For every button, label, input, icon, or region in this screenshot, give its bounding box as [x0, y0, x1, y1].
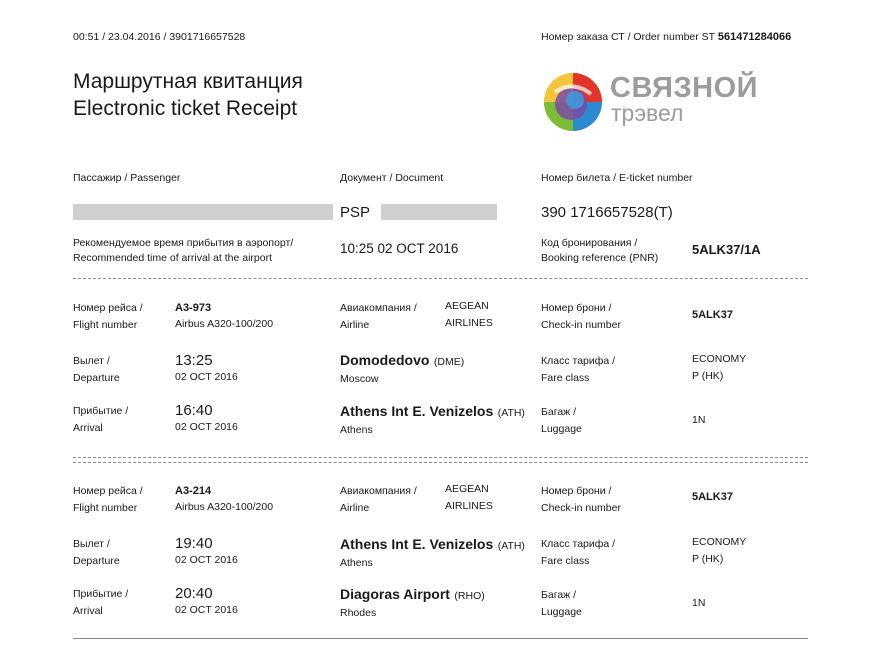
fare-class-label-en: Fare class — [541, 555, 590, 567]
logo-text-brand: СВЯЗНОЙ — [610, 72, 759, 104]
aircraft-type: Airbus A320-100/200 — [175, 501, 274, 513]
checkin-label-ru: Номер брони / — [541, 302, 612, 314]
order-number — [541, 31, 791, 43]
order-number-value: 561471284066 — [717, 31, 792, 43]
arrival-label-ru: Прибытие / — [73, 588, 129, 600]
arrival-airport-code: (RHO) — [454, 590, 485, 602]
flight-number-label-ru: Номер рейса / — [73, 302, 143, 314]
departure-airport-code: (DME) — [433, 356, 465, 368]
fare-class-label-ru: Класс тарифа / — [541, 538, 616, 550]
eticket-label: Номер билета / E-ticket number — [541, 172, 693, 184]
page-title-en: Electronic ticket Receipt — [73, 97, 298, 120]
airline-label-en: Airline — [340, 502, 370, 514]
departure-date: 02 OCT 2016 — [175, 554, 238, 566]
departure-date: 02 OCT 2016 — [175, 371, 238, 383]
arrival-city: Athens — [340, 424, 373, 436]
airline-name-line2: AIRLINES — [445, 500, 493, 512]
document-number-redacted — [381, 204, 497, 220]
fare-class-code: P (HK) — [692, 370, 724, 382]
arrival-date: 02 OCT 2016 — [175, 421, 238, 433]
checkin-number: 5ALK37 — [692, 309, 733, 321]
airline-label-en: Airline — [340, 319, 370, 331]
airline-name-line1: AEGEAN — [445, 300, 489, 312]
arrival-airport-name: Athens Int E. Venizelos — [340, 403, 494, 419]
fare-class-code: P (HK) — [692, 553, 724, 565]
arrival-recommend-label-en: Recommended time of arrival at the airport — [73, 252, 273, 264]
arrival-date: 02 OCT 2016 — [175, 604, 238, 616]
footer-divider — [73, 638, 808, 639]
checkin-number: 5ALK37 — [692, 491, 733, 503]
order-number-label: Номер заказа СТ / Order number ST — [541, 31, 715, 43]
document-label: Документ / Document — [340, 172, 444, 184]
issue-timestamp: 00:51 / 23.04.2016 / 3901716657528 — [73, 31, 246, 43]
arrival-label-en: Arrival — [73, 605, 103, 617]
departure-label-en: Departure — [73, 555, 120, 567]
arrival-time: 20:40 — [175, 585, 213, 602]
arrival-recommend-time: 10:25 02 OCT 2016 — [340, 241, 459, 256]
arrival-airport — [340, 403, 525, 421]
baggage-label-ru: Багаж / — [541, 406, 577, 418]
checkin-label-ru: Номер брони / — [541, 485, 612, 497]
arrival-airport-code: (ATH) — [497, 407, 525, 419]
baggage-label-en: Luggage — [541, 423, 582, 435]
segment-divider-top — [73, 457, 808, 458]
fare-class-label-ru: Класс тарифа / — [541, 355, 616, 367]
flight-number-label-en: Flight number — [73, 319, 138, 331]
segment-divider-bottom — [73, 462, 808, 463]
svyaznoy-logo-icon — [541, 70, 605, 134]
airline-name-line2: AIRLINES — [445, 317, 493, 329]
flight-number-label-en: Flight number — [73, 502, 138, 514]
aircraft-type: Airbus A320-100/200 — [175, 318, 274, 330]
pnr-value: 5ALK37/1A — [692, 242, 761, 257]
departure-city: Moscow — [340, 373, 379, 385]
airline-label-ru: Авиакомпания / — [340, 485, 417, 497]
airline-label-ru: Авиакомпания / — [340, 302, 417, 314]
arrival-recommend-label-ru: Рекомендуемое время прибытия в аэропорт/ — [73, 237, 294, 249]
pnr-label-en: Booking reference (PNR) — [541, 252, 659, 264]
eticket-number: 390 1716657528(T) — [541, 204, 673, 221]
logo-text-sub: трэвел — [611, 100, 684, 126]
pnr-label-ru: Код бронирования / — [541, 237, 638, 249]
departure-time: 13:25 — [175, 352, 213, 369]
departure-airport-name: Domodedovo — [340, 352, 430, 368]
checkin-label-en: Check-in number — [541, 319, 621, 331]
departure-airport — [340, 536, 525, 554]
fare-class-name: ECONOMY — [692, 353, 747, 365]
departure-label-ru: Вылет / — [73, 355, 110, 367]
page-title-ru: Маршрутная квитанция — [73, 70, 303, 93]
arrival-time: 16:40 — [175, 402, 213, 419]
airline-name-line1: AEGEAN — [445, 483, 489, 495]
departure-airport-code: (ATH) — [497, 540, 525, 552]
baggage-allowance: 1N — [692, 414, 706, 426]
baggage-label-ru: Багаж / — [541, 589, 577, 601]
document-prefix: PSP — [340, 204, 371, 221]
section-divider — [73, 278, 808, 279]
arrival-city: Rhodes — [340, 607, 377, 619]
baggage-allowance: 1N — [692, 597, 706, 609]
arrival-airport-name: Diagoras Airport — [340, 586, 450, 602]
departure-airport — [340, 352, 464, 370]
departure-label-en: Departure — [73, 372, 120, 384]
departure-airport-name: Athens Int E. Venizelos — [340, 536, 494, 552]
arrival-label-ru: Прибытие / — [73, 405, 129, 417]
departure-time: 19:40 — [175, 535, 213, 552]
arrival-label-en: Arrival — [73, 422, 103, 434]
baggage-label-en: Luggage — [541, 606, 582, 618]
flight-number: A3-214 — [175, 485, 212, 497]
checkin-label-en: Check-in number — [541, 502, 621, 514]
departure-city: Athens — [340, 557, 373, 569]
fare-class-name: ECONOMY — [692, 536, 747, 548]
flight-number: A3-973 — [175, 302, 212, 314]
departure-label-ru: Вылет / — [73, 538, 110, 550]
passenger-name-redacted — [73, 204, 333, 220]
passenger-label: Пассажир / Passenger — [73, 172, 181, 184]
fare-class-label-en: Fare class — [541, 372, 590, 384]
flight-number-label-ru: Номер рейса / — [73, 485, 143, 497]
arrival-airport — [340, 586, 485, 604]
